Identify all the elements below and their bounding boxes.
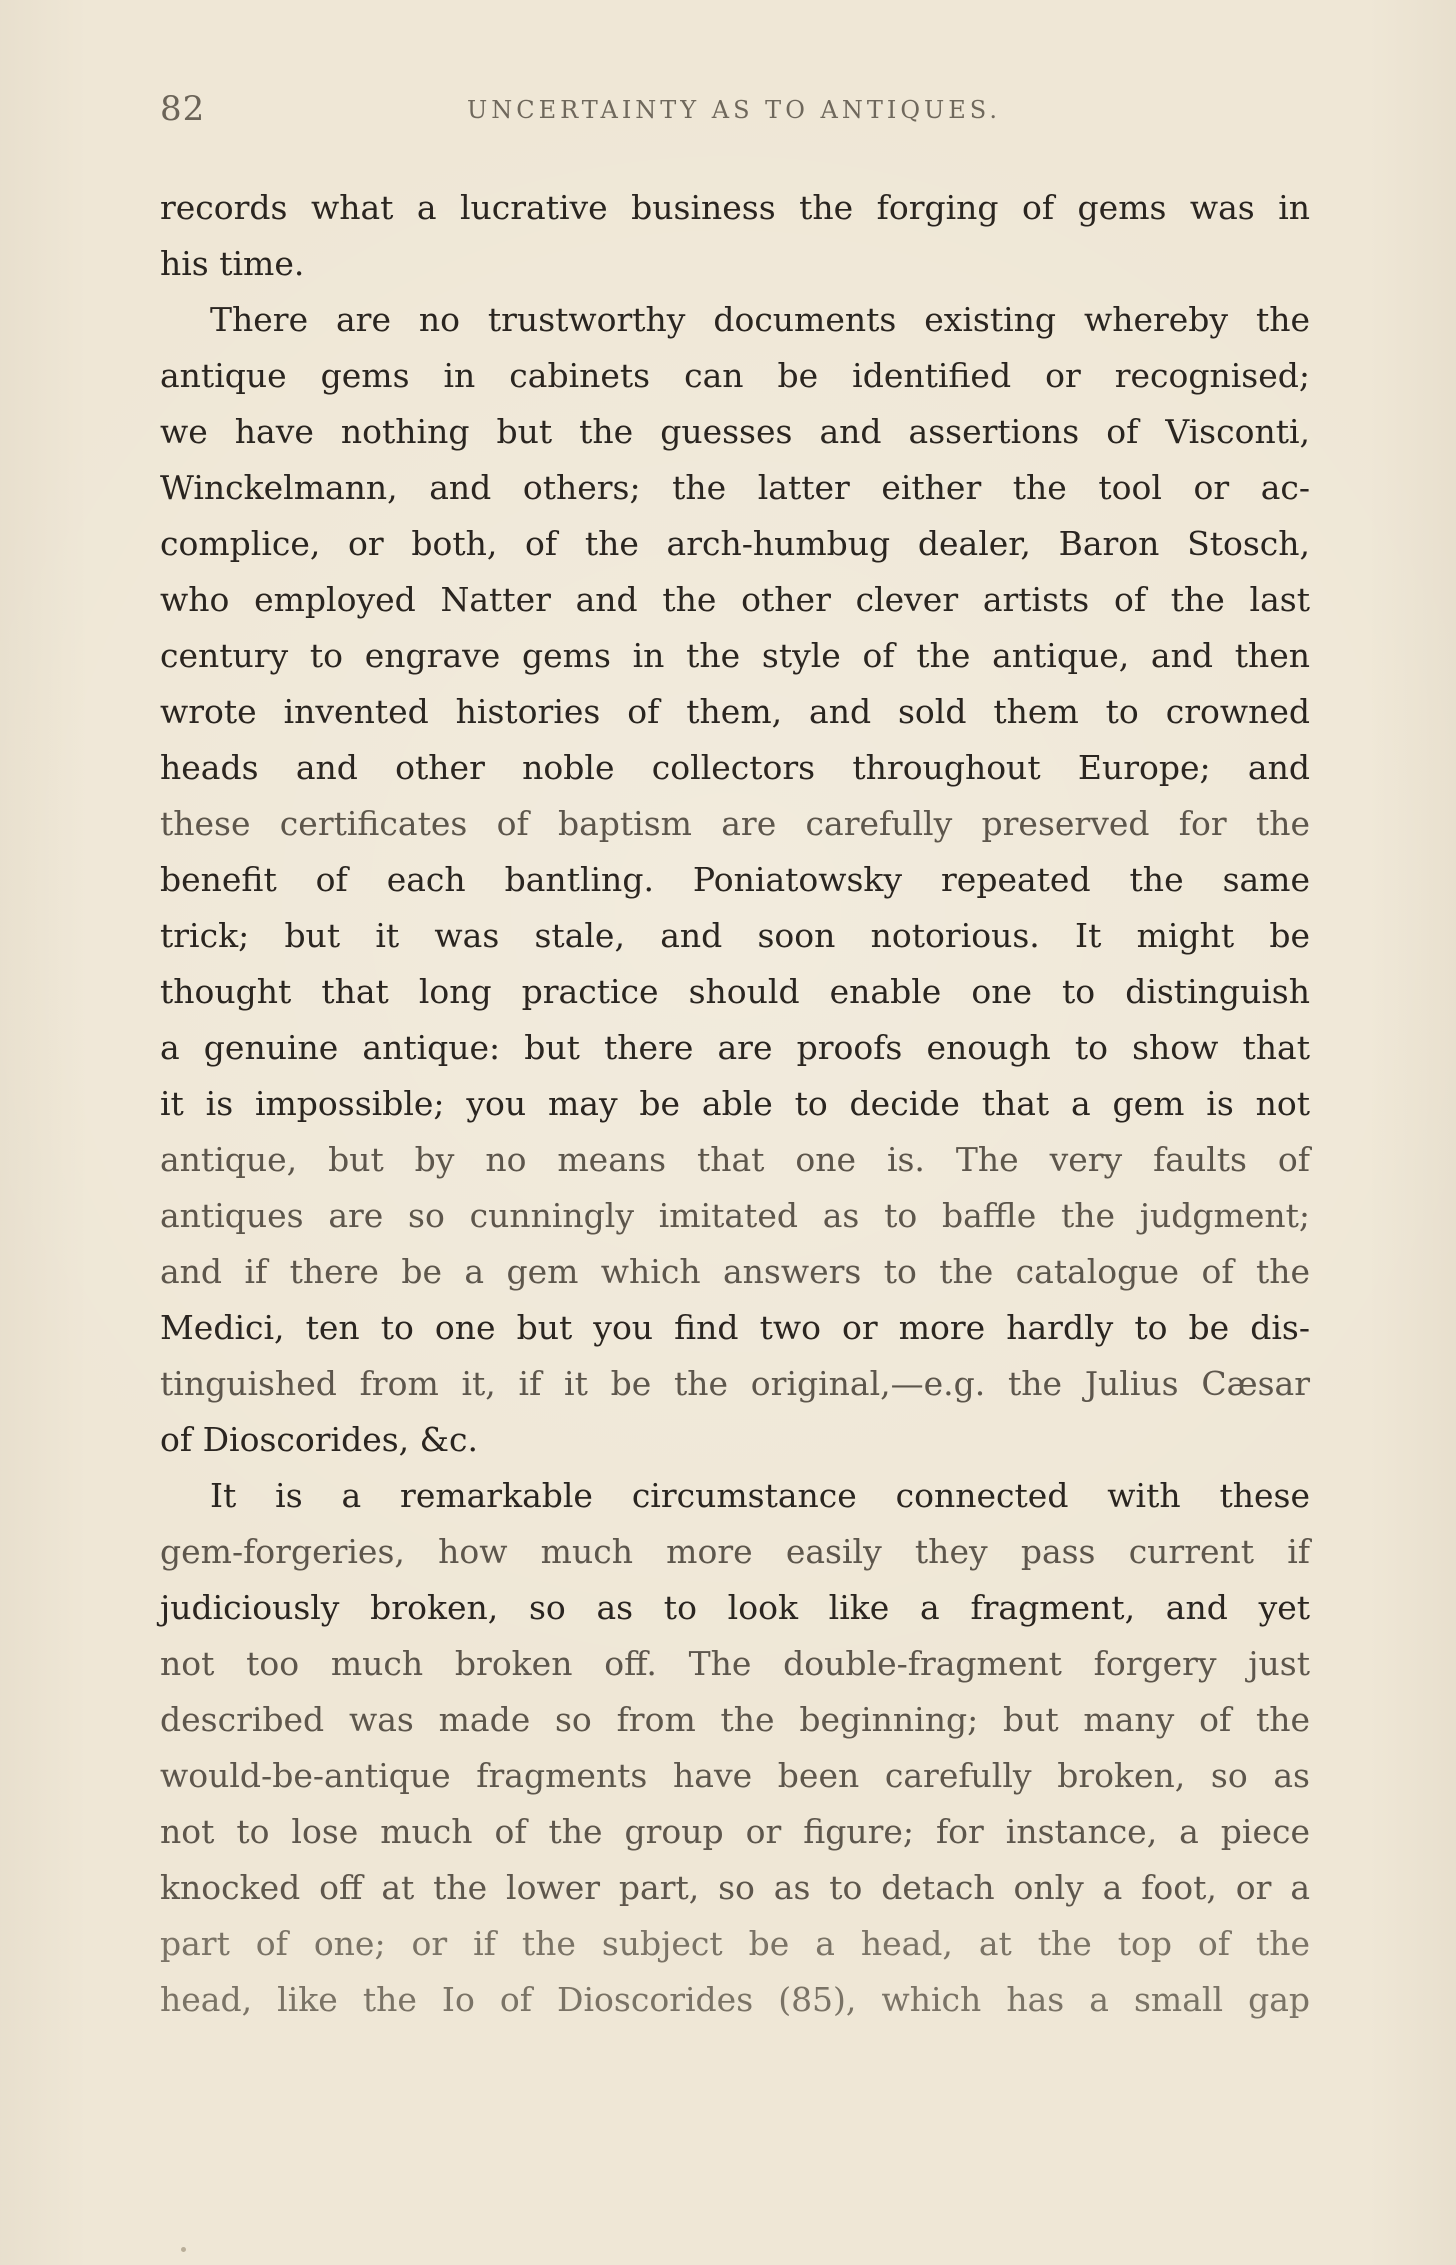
running-head (160, 84, 1308, 134)
text-line: records what a lucrative business the forging of gems was in (160, 188, 1310, 227)
text-line: these certificates of baptism are carefully preserved for the (160, 804, 1310, 843)
text-line: not to lose much of the group or figure; for instance, a piece (160, 1812, 1310, 1851)
running-title: UNCERTAINTY AS TO ANTIQUES. (467, 96, 1001, 124)
text-line: knocked off at the lower part, so as to detach only a foot, or a (160, 1868, 1310, 1907)
text-line: tinguished from it, if it be the original,—e.g. the Julius Cæsar (160, 1364, 1310, 1403)
paper-speck (181, 2247, 186, 2252)
text-line: wrote invented histories of them, and sold them to crowned (160, 692, 1310, 731)
text-line: antique, but by no means that one is. The very faults of (160, 1140, 1310, 1179)
body-text (160, 180, 1310, 2028)
text-line: who employed Natter and the other clever artists of the last (160, 580, 1310, 619)
text-line: antiques are so cunningly imitated as to baffle the judgment; (160, 1196, 1310, 1235)
text-line: a genuine antique: but there are proofs enough to show that (160, 1028, 1310, 1067)
page-number: 82 (160, 89, 206, 129)
text-line: thought that long practice should enable one to distinguish (160, 972, 1310, 1011)
text-line: would-be-antique fragments have been carefully broken, so as (160, 1756, 1310, 1795)
text-line: complice, or both, of the arch-humbug dealer, Baron Stosch, (160, 524, 1310, 563)
text-line: gem-forgeries, how much more easily they pass current if (160, 1532, 1310, 1571)
text-line: benefit of each bantling. Poniatowsky repeated the same (160, 860, 1310, 899)
text-line: described was made so from the beginning; but many of the (160, 1700, 1310, 1739)
text-line: part of one; or if the subject be a head, at the top of the (160, 1924, 1310, 1963)
text-line: his time. (160, 244, 305, 283)
text-line: of Dioscorides, &c. (160, 1420, 478, 1459)
text-line: Winckelmann, and others; the latter either the tool or ac- (160, 468, 1310, 507)
text-line: Medici, ten to one but you find two or more hardly to be dis- (160, 1308, 1310, 1347)
text-line: we have nothing but the guesses and assertions of Visconti, (160, 412, 1310, 451)
text-line: it is impossible; you may be able to decide that a gem is not (160, 1084, 1310, 1123)
text-line: head, like the Io of Dioscorides (85), which has a small gap (160, 1980, 1310, 2019)
text-line: and if there be a gem which answers to the catalogue of the (160, 1252, 1310, 1291)
text-line: not too much broken off. The double-fragment forgery just (160, 1644, 1310, 1683)
text-line: trick; but it was stale, and soon notorious. It might be (160, 916, 1310, 955)
text-line: heads and other noble collectors throughout Europe; and (160, 748, 1310, 787)
paragraph-first-line: There are no trustworthy documents existing whereby the (210, 300, 1310, 339)
text-line: century to engrave gems in the style of the antique, and then (160, 636, 1310, 675)
text-line: antique gems in cabinets can be identified or recognised; (160, 356, 1310, 395)
text-line: judiciously broken, so as to look like a fragment, and yet (160, 1588, 1310, 1627)
paragraph-first-line: It is a remarkable circumstance connected with these (210, 1476, 1310, 1515)
